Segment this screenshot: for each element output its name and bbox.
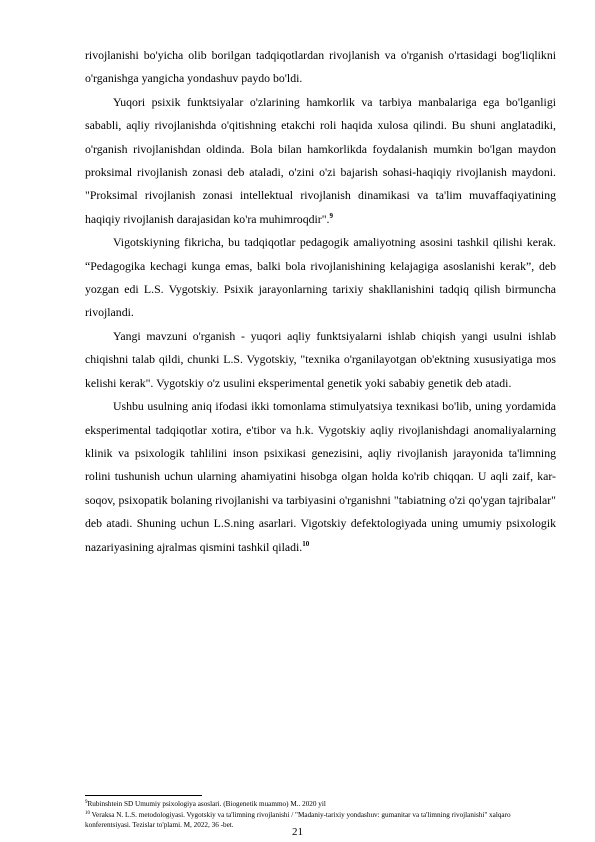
paragraph-2 (85, 91, 556, 231)
footnote-reference[interactable]: 9 (329, 211, 333, 220)
footnote-text: Rubinshtein SD Umumiy psixologiya asoslari. (Biogenetik muammo) M.. 2020 yil (87, 800, 326, 808)
paragraph-text: Yuqori psixik funktsiyalar o'zlarining hamkorlik va tarbiya manbalariga ega bo'lganligi sababli, aqliy rivojlanishda o'qitishning etakchi roli haqida xulosa qilindi. Bu shuni anglatadiki, o'rganish rivojlanishdan oldinda. Bola bilan hamkorlikda foydalanish mumkin bo'lgan maydon proksimal rivojlanish zonasi deb ataladi, o'zini o'zi bajarish sohasi-haqiqiy rivojlanish maydoni. "Proksimal rivojlanish zonasi intellektual rivojlanish dinamikasi va ta'lim muvaffaqiyatining haqiqiy rivojlanish darajasidan ko'ra muhimroqdir". (85, 94, 556, 226)
paragraph-5 (85, 395, 556, 559)
paragraph-1 (85, 44, 556, 91)
page-number: 21 (292, 826, 303, 838)
paragraph-4 (85, 325, 556, 395)
paragraph-text: Yangi mavzuni o'rganish - yuqori aqliy funktsiyalarni ishlab chiqish yangi usulni ishlab chiqishni talab qildi, chunki L.S. Vygotskiy, "texnika o'rganilayotgan ob'ektning xususiyatiga mos kelishi kerak". Vygotskiy o'z usulini eksperimental genetik yoki sababiy genetik deb atadi. (85, 328, 556, 390)
paragraph-text: rivojlanishi bo'yicha olib borilgan tadqiqotlardan rivojlanish va o'rganish o'rtasidagi bog'liqlikni o'rganishga yangicha yondashuv paydo bo'ldi. (85, 48, 556, 86)
paragraph-text: Ushbu usulning aniq ifodasi ikki tomonlama stimulyatsiya texnikasi bo'lib, uning yordamida eksperimental tadqiqotlar xotira, e'tibor va h.k. Vygotskiy aqliy rivojlanishdagi anomaliyalarning klinik va psixologik tahlilini inson psixikasi genezisini, aqliy rivojlanish jarayonida ta'limning rolini tushunish uchun ularning ahamiyatini hisobga olgan holda ko'rib chiqqan. U aqli zaif, kar-soqov, psixopatik bolaning rivojlanishi va tarbiyasini o'rganishni "tabiatning o'zi qo'ygan tajribalar" deb atadi. Shuning uchun L.S.ning asarlari. Vigotskiy defektologiyada uning umumiy psixologik nazariyasining ajralmas qismini tashkil qiladi. (85, 399, 556, 554)
footnote-reference[interactable]: 10 (302, 539, 310, 548)
footnote-divider (85, 795, 202, 796)
footnote-text: Veraksa N. L.S. metodologiyasi. Vygotskiy va ta'limning rivojlanishi / "Madaniy-tarixiy yondashuv: gumanitar va ta'limning rivojlanishi" xalqaro konferentsiyasi. Tezislar to'plami. M, 2022, 36 -bet. (85, 810, 511, 829)
footnote-number: 9 (85, 800, 88, 805)
footnote-number: 10 (85, 810, 90, 816)
paragraph-text: Vigotskiyning fikricha, bu tadqiqotlar pedagogik amaliyotning asosini tashkil qilishi kerak. “Pedagogika kechagi kunga emas, balki bola rivojlanishining kelajagiga asoslanishi kerak”, deb yozgan edi L.S. Vygotskiy. Psixik jarayonlarning tarixiy shakllanishini tadqiq qilish birmuncha rivojlandi. (85, 235, 556, 320)
document-body (85, 44, 556, 559)
paragraph-3 (85, 231, 556, 325)
footnote-9 (85, 799, 556, 810)
